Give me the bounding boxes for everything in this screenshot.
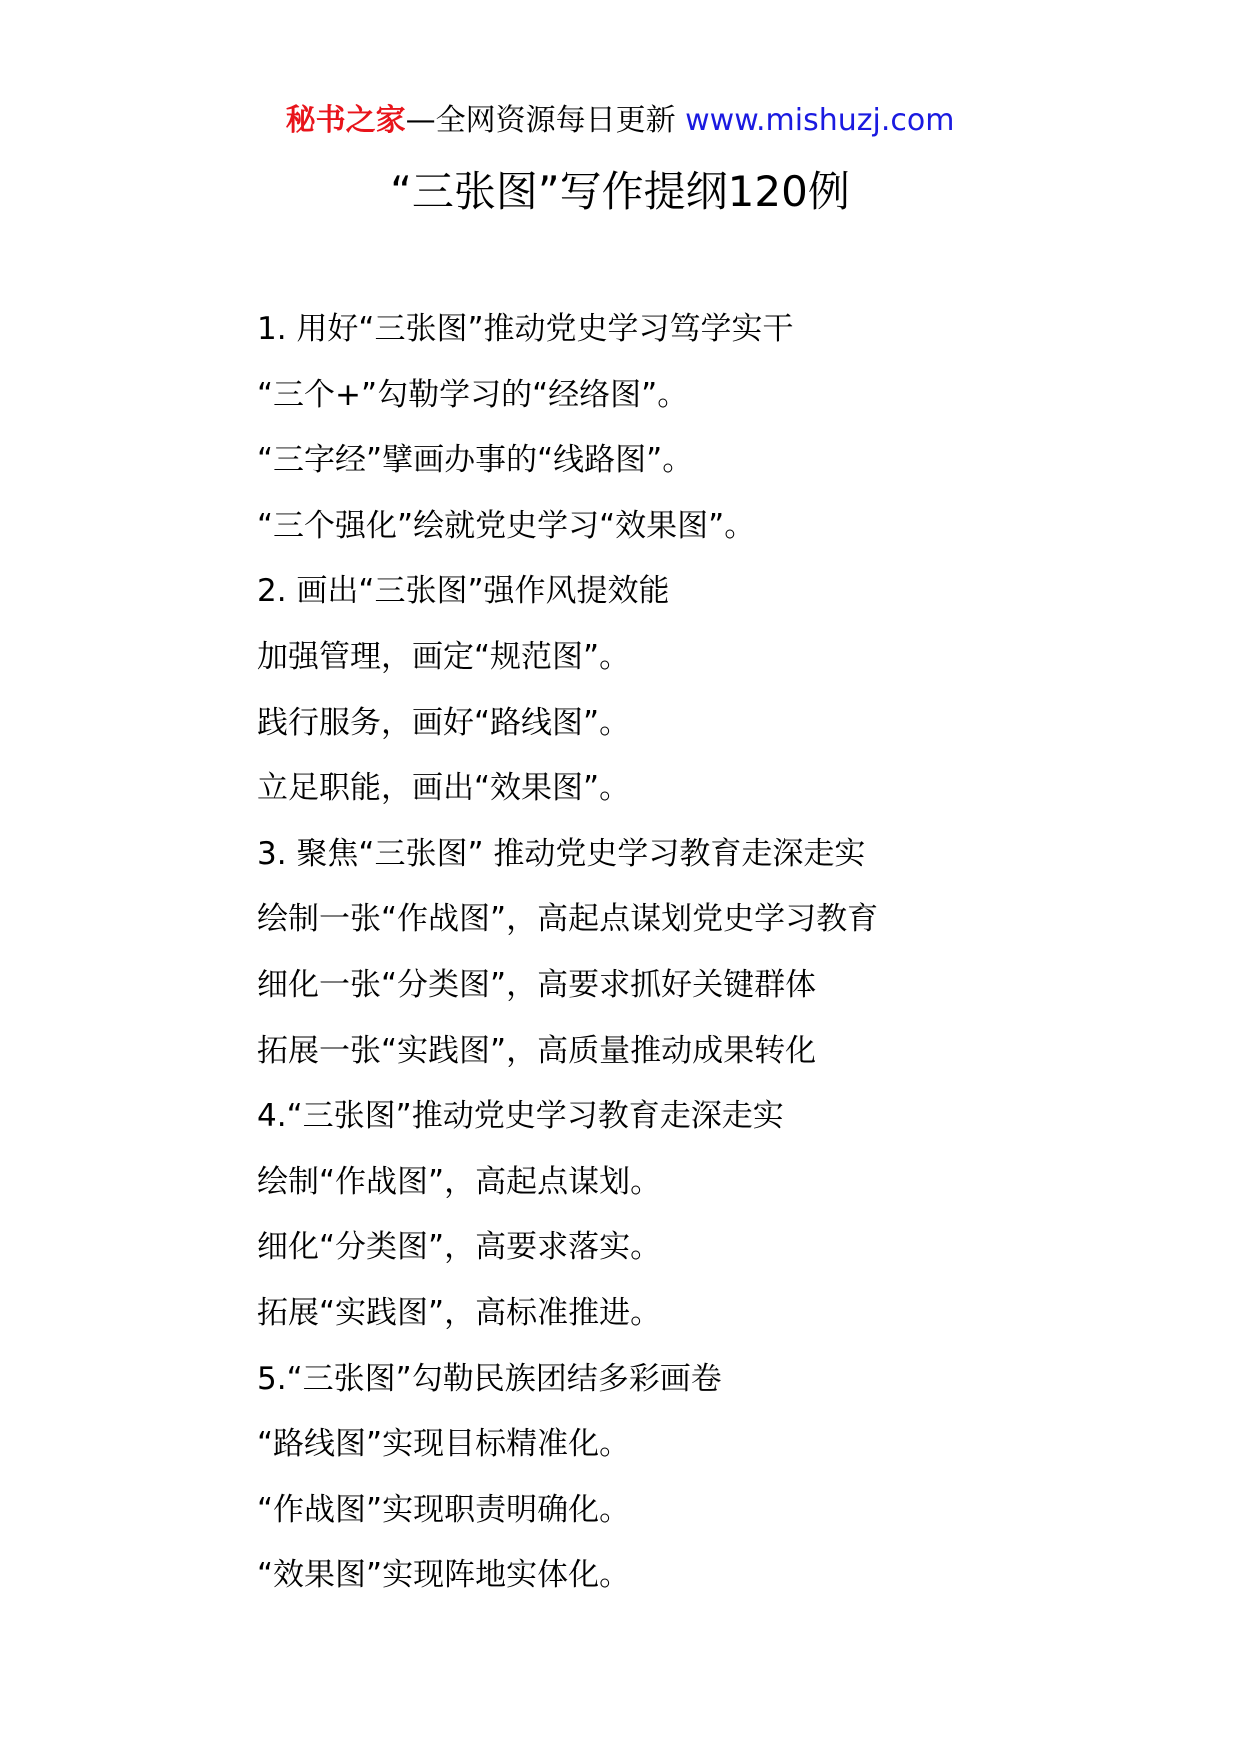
- outline-point: “三个+”勾勒学习的“经络图”。: [257, 376, 689, 413]
- outline-point: “三个强化”绘就党史学习“效果图”。: [257, 507, 756, 544]
- outline-point: 立足职能，画出“效果图”。: [257, 770, 631, 807]
- document-body: [257, 297, 1197, 1609]
- site-url-link[interactable]: www.mishuzj.com: [685, 103, 955, 138]
- outline-point: “效果图”实现阵地实体化。: [257, 1557, 631, 1594]
- outline-point: 践行服务，画好“路线图”。: [257, 704, 631, 741]
- outline-point: 加强管理，画定“规范图”。: [257, 638, 631, 675]
- outline-point: “三字经”擘画办事的“线路图”。: [257, 442, 694, 479]
- outline-heading: 2. 画出“三张图”强作风提效能: [257, 573, 670, 610]
- outline-point: “作战图”实现职责明确化。: [257, 1491, 631, 1528]
- outline-point: “路线图”实现目标精准化。: [257, 1426, 631, 1463]
- document-title: “三张图”写作提纲120例: [390, 167, 850, 216]
- site-tagline: —全网资源每日更新: [405, 103, 686, 138]
- outline-point: 拓展“实践图”，高标准推进。: [257, 1294, 662, 1331]
- outline-point: 细化一张“分类图”，高要求抓好关键群体: [257, 966, 817, 1003]
- outline-point: 细化“分类图”，高要求落实。: [257, 1229, 662, 1266]
- outline-point: 拓展一张“实践图”，高质量推动成果转化: [257, 1032, 817, 1069]
- site-brand: 秘书之家: [285, 103, 406, 138]
- outline-heading: 3. 聚焦“三张图” 推动党史学习教育走深走实: [257, 835, 866, 872]
- outline-point: 绘制“作战图”，高起点谋划。: [257, 1163, 662, 1200]
- site-header: [0, 101, 1240, 141]
- outline-heading: 1. 用好“三张图”推动党史学习笃学实干: [257, 311, 794, 347]
- outline-heading: 4.“三张图”推动党史学习教育走深走实: [257, 1098, 784, 1135]
- outline-point: 绘制一张“作战图”，高起点谋划党史学习教育: [257, 901, 879, 938]
- outline-heading: 5.“三张图”勾勒民族团结多彩画卷: [257, 1360, 722, 1397]
